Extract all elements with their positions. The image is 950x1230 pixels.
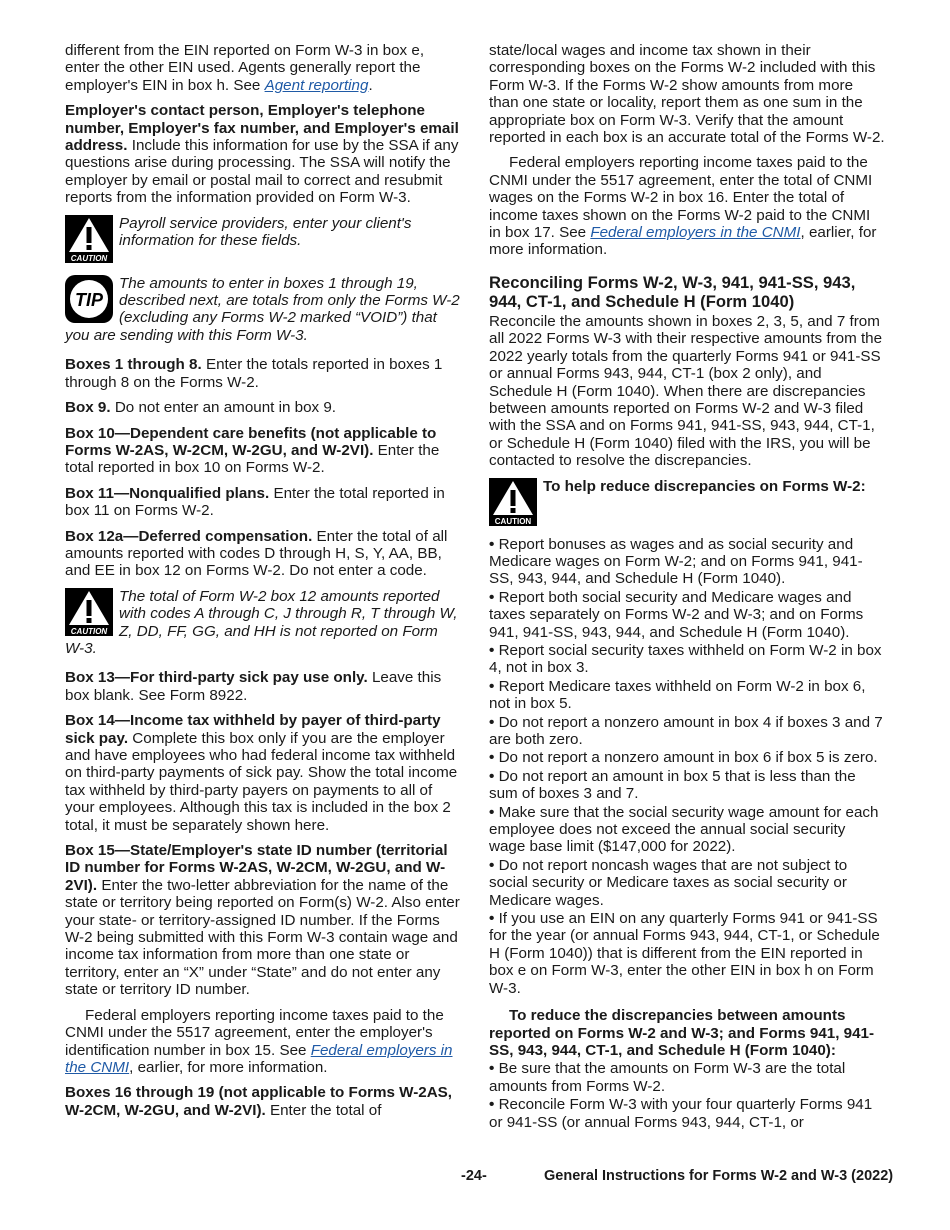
list-item: • Do not report a nonzero amount in box 4 if boxes 3 and 7 are both zero.	[489, 713, 883, 748]
list-item: • Report both social security and Medicare wages and taxes separately on Forms W-2 and W-3; and on Forms 941, 941-SS, 943, 944, and Schedule H (Form 1040).	[489, 588, 864, 641]
caution-icon	[65, 588, 113, 636]
tip-label: TIP	[74, 289, 104, 310]
list-item: • Do not report noncash wages that are not subject to social security or Medicare taxes as social security or Medicare wages.	[489, 856, 848, 909]
fed-employers-paragraph-right: Federal employers reporting income taxes paid to the CNMI under the 5517 agreement, enter the total of CNMI wages on the Forms W-2 in box 16. Enter the total of income taxes shown on the Forms W-2 paid to the CNMI in box 17. See Federal employers in the CNMI, earlier, for more information.	[489, 154, 877, 259]
contact-paragraph: Employer's contact person, Employer's telephone number, Employer's fax number, and Employer's email address. Include this information for use by the SSA if any questions arise during processing. The SSA will notify the employer by email or postal mail to correct and resubmit reports from the information provided on Form W-3.	[65, 102, 459, 207]
list-item: • Be sure that the amounts on Form W-3 are the total amounts from Forms W-2.	[489, 1060, 846, 1095]
list-item: • Report bonuses as wages and as social security and Medicare wages on Form W-2; and on Forms 941, 941-SS, 943, 944, and Schedule H (Form 1040).	[489, 535, 863, 588]
list-item: • Report social security taxes withheld on Form W-2 in box 4, not in box 3.	[489, 641, 882, 677]
left-column	[65, 42, 461, 1127]
caution-note-3: CAUTION To help reduce discrepancies on Forms W-2:	[489, 478, 885, 526]
caution-label: CAUTION	[494, 516, 532, 526]
footer-title: General Instructions for Forms W-2 and W-3 (2022)	[544, 1168, 894, 1184]
list-item: • Do not report an amount in box 5 that is less than the sum of boxes 3 and 7.	[489, 767, 856, 803]
box14-paragraph: Box 14—Income tax withheld by payer of third-party sick pay. Complete this box only if you are the employer and have employees who had federal income tax withheld on third-party payments of sick pay. Show the total income tax withheld by third-party payers on payments to all of your employees. Although this tax is included in the box 2 total, it must be separately shown here.	[65, 712, 458, 834]
intro-paragraph: different from the EIN reported on Form W-3 in box e, enter the other EIN used. Agents generally report the employer's EIN in box h. See Agent reporting.	[65, 42, 425, 94]
caution-icon	[65, 215, 113, 263]
box12-paragraph: Box 12a—Deferred compensation. Enter the total of all amounts reported with codes D through H, S, Y, AA, BB, and EE in box 12 on Forms W-2. Do not enter a code.	[65, 527, 448, 580]
caution-icon	[489, 478, 537, 526]
box15-paragraph: Box 15—State/Employer's state ID number (territorial ID number for Forms W-2AS, W-2CM, W-2GU, and W-2VI). Enter the two-letter abbreviation for the name of the state or territory being reported on Form(s) W-2. Also enter your state- or territory-assigned ID number. If the Forms W-2 being submitted with this Form W-3 contain wage and income tax information from more than one state or territory, enter an “X” under “State” and do not enter any state or territory ID number.	[65, 842, 460, 999]
box10-paragraph: Box 10—Dependent care benefits (not applicable to Forms W-2AS, W-2CM, W-2GU, and W-2VI). Enter the total reported in box 10 on Forms W-2.	[65, 424, 440, 477]
caution-note-2: CAUTION The total of Form W-2 box 12 amounts reported with codes A through C, J through R, T through W, Z, DD, FF, GG, and HH is not reported on Form W-3.	[65, 587, 458, 657]
reduce-bullet-list	[489, 1060, 885, 1131]
list-item: • Do not report a nonzero amount in box 6 if box 5 is zero.	[489, 749, 878, 767]
list-item: • If you use an EIN on any quarterly Forms 941 or 941-SS for the year (or annual Forms 943, 944, CT-1, or Schedule H (Form 1040)) that is different from the EIN reported in box e on Form W-3, enter the other EIN in box h on Form W-3.	[489, 910, 880, 997]
box1-paragraph: Boxes 1 through 8. Enter the totals reported in boxes 1 through 8 on the Forms W-2.	[65, 356, 443, 391]
fed-employers-cnmi-link[interactable]: Federal employers in the CNMI	[65, 1041, 453, 1076]
reconciling-paragraph: Reconcile the amounts shown in boxes 2, 3, 5, and 7 from all 2022 Forms W-3 with their respective amounts from the 2022 yearly totals from the quarterly Forms 941 or 941-SS or annual Forms 943, 944, CT-1 (box 2 only), and Schedule H (Form 1040). When there are discrepancies between amounts reported on Forms W-2 and W-3 filed with the SSA and on Forms 941, 941-SS, 943, 944, CT-1, or Schedule H (Form 1040) filed with the IRS, you will be contacted to resolve the discrepancies.	[489, 312, 883, 470]
right-column	[489, 42, 885, 1132]
list-item: • Reconcile Form W-3 with your four quarterly Forms 941 or 941-SS (or annual Forms 943, 944, CT-1, or	[489, 1096, 873, 1131]
reduce-discrepancies-heading: To reduce the discrepancies between amounts reported on Forms W-2 and W-3; and Forms 941, 941-SS, 943, 944, CT-1, and Schedule H (Form 1040):	[489, 1007, 875, 1059]
contact-heading: Employer's contact person, Employer's telephone number, Employer's fax number, and Employer's email address.	[65, 102, 459, 155]
tip-icon	[65, 275, 113, 323]
tip-note: TIP The amounts to enter in boxes 1 through 19, described next, are totals from only the Forms W-2 (excluding any Forms W-2 marked “VOID”) that you are sending with this Form W-3.	[65, 274, 460, 344]
fed-employers-paragraph: Federal employers reporting income taxes paid to the CNMI under the 5517 agreement, enter the employer's identification number in box 15. See Federal employers in the CNMI, earlier, for more information.	[65, 1006, 453, 1076]
discrepancy-bullet-list	[489, 536, 885, 998]
box11-paragraph: Box 11—Nonqualified plans. Enter the total reported in box 11 on Forms W-2.	[65, 484, 445, 520]
fed-employers-cnmi-link-right[interactable]: Federal employers in the CNMI	[590, 224, 801, 242]
box13-paragraph: Box 13—For third-party sick pay use only. Leave this box blank. See Form 8922.	[65, 669, 442, 704]
caution-label: CAUTION	[70, 626, 108, 636]
page-number: -24-	[461, 1168, 487, 1184]
box16-paragraph: Boxes 16 through 19 (not applicable to Forms W-2AS, W-2CM, W-2GU, and W-2VI). Enter the total of	[65, 1084, 453, 1119]
caution-note-1: CAUTION Payroll service providers, enter your client's information for these fields.	[65, 215, 461, 263]
list-item: • Make sure that the social security wage amount for each employee does not exceed the annual social security wage base limit ($147,000 for 2022).	[489, 803, 879, 856]
reconciling-heading: Reconciling Forms W-2, W-3, 941, 941-SS, 943, 944, CT-1, and Schedule H (Form 1040)	[489, 272, 856, 311]
caution-label: CAUTION	[70, 253, 108, 263]
continuation-paragraph: state/local wages and income tax shown in their corresponding boxes on the Forms W-2 included with this Form W-3. If the Forms W-2 show amounts from more than one state or locality, report them as one sum in the appropriate box on Form W-3. Verify that the amount reported in each box is an accurate total of the Forms W-2.	[489, 42, 885, 147]
agent-reporting-link[interactable]: Agent reporting	[264, 76, 369, 94]
list-item: • Report Medicare taxes withheld on Form W-2 in box 6, not in box 5.	[489, 677, 866, 713]
box9-paragraph: Box 9. Do not enter an amount in box 9.	[65, 399, 337, 417]
